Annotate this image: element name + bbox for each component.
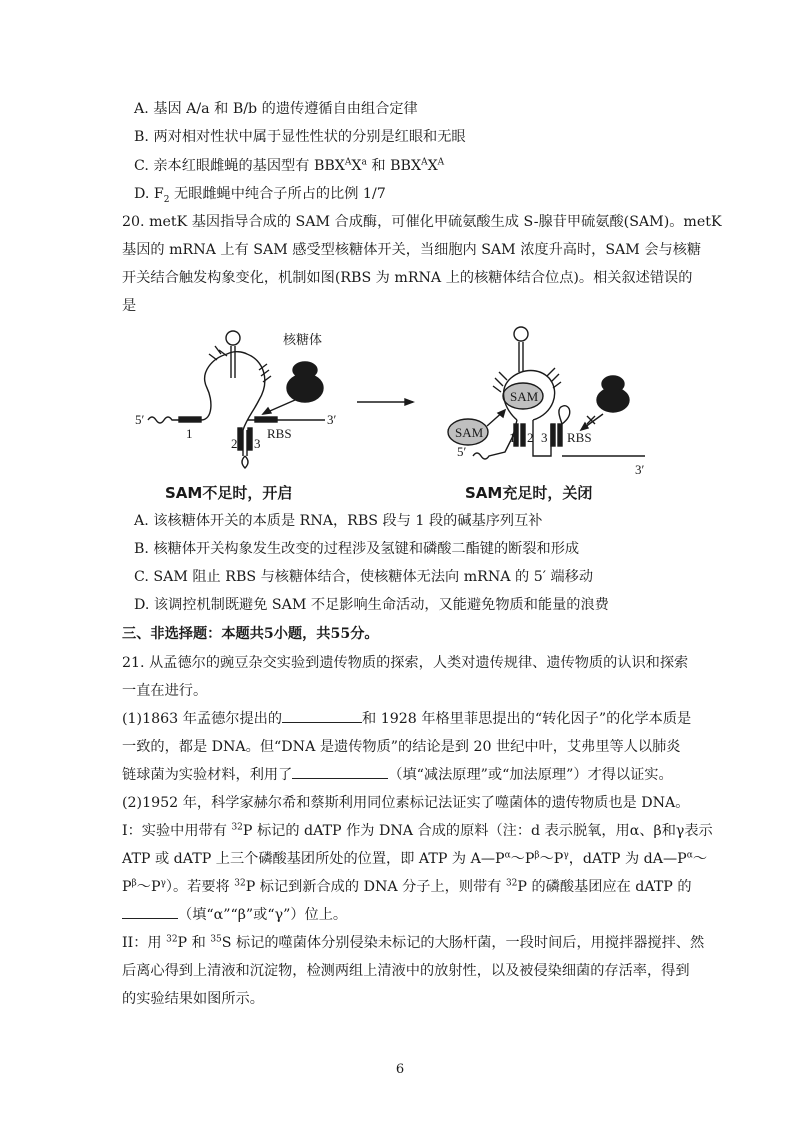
q21-ii-line1: II：用 $^{32}$P 和 $^{35}$S 标记的噬菌体分别侵染未标记的大肠杆菌，一段时间后，用搅拌器搅拌、然 xyxy=(122,934,705,951)
stem-left xyxy=(231,346,235,378)
q21-i-line2: ATP 或 dATP 上三个磷酸基团所处的位置，即 ATP 为 $A—P^\alpha\sim P^\beta\sim P^\gamma$，dATP 为 $dA—P^\alpha\sim$ xyxy=(122,850,708,867)
answer-blank-3[interactable] xyxy=(122,904,178,919)
q20-stem-line1: 20. metK 基因指导合成的 SAM 合成酶，可催化甲硫氨酸生成 S-腺苷甲硫氨酸(SAM)。metK xyxy=(122,214,722,230)
ribosome-label: 核糖体 xyxy=(283,332,323,347)
q21-i-line3: $P^\beta\sim P^\gamma$）。若要将 $^{32}$P 标记到新合成的 DNA 分子上，则带有 $^{32}$P 的磷酸基团应在 dATP 的 xyxy=(122,878,692,895)
stem-23-left xyxy=(243,430,247,456)
q19-option-d: D. $F_2$ 无眼雌蝇中纯合子所占的比例 1/7 xyxy=(134,186,386,205)
ribosome-left-small xyxy=(293,362,317,378)
ribosome-right-small xyxy=(602,376,624,392)
q21-part1-line2: 一致的，都是 DNA。但“DNA 是遗传物质”的结论是到 20 世纪中叶，艾弗里等人以肺炎 xyxy=(122,739,681,755)
five-prime-right: 5′ xyxy=(457,444,467,459)
q20-stem-line2: 基因的 mRNA 上有 SAM 感受型核糖体开关，当细胞内 SAM 浓度升高时，SAM 会与核糖 xyxy=(122,242,702,258)
five-prime-left: 5′ xyxy=(135,412,145,427)
riboswitch-diagram xyxy=(135,320,675,510)
q21-part1-line1: (1)1863 年孟德尔提出的 和 1928 年格里菲思提出的“转化因子”的化学本质是 xyxy=(122,708,692,730)
three-prime-left: 3′ xyxy=(327,412,337,427)
q21-ii-line2: 后离心得到上清液和沉淀物，检测两组上清液中的放射性，以及被侵染细菌的存活率，得到 xyxy=(122,963,690,979)
q21-stem-line2: 一直在进行。 xyxy=(122,683,208,699)
answer-blank-2[interactable] xyxy=(292,764,388,779)
q20-option-b: B. 核糖体开关构象发生改变的过程涉及氢键和磷酸二酯键的断裂和形成 xyxy=(134,541,580,557)
caption-right: SAM充足时，关闭 xyxy=(465,484,593,502)
section3-title: 三、非选择题：本题共5小题，共55分。 xyxy=(122,626,379,642)
rbs-label-left: RBS xyxy=(267,426,292,441)
seg3-label: 3 xyxy=(254,436,261,451)
three-prime-right: 3′ xyxy=(635,462,645,477)
seg-r3-label: 3 xyxy=(541,430,548,445)
q20-option-c: C. SAM 阻止 RBS 与核糖体结合，使核糖体无法向 mRNA 的 5′ 端移动 xyxy=(134,569,594,585)
q20-option-a: A. 该核糖体开关的本质是 RNA，RBS 段与 1 段的碱基序列互补 xyxy=(134,513,543,529)
rbs-label-right: RBS xyxy=(567,430,592,445)
sam-label-bound: SAM xyxy=(510,389,539,404)
q20-stem-line4: 是 xyxy=(122,298,137,314)
answer-blank-1[interactable] xyxy=(282,708,362,723)
q19-option-a: A. 基因 A/a 和 B/b 的遗传遵循自由组合定律 xyxy=(134,101,418,117)
rbs-segment-left xyxy=(255,417,277,422)
page-number: 6 xyxy=(395,1062,405,1077)
q21-part2: (2)1952 年，科学家赫尔希和蔡斯利用同位素标记法证实了噬菌体的遗传物质也是 DNA。 xyxy=(122,795,690,811)
stem-right xyxy=(519,342,523,372)
seg-r1-label: 1 xyxy=(509,430,516,445)
q21-part1-line3: 链球菌为实验材料，利用了 （填“减法原理”或“加法原理”）才得以证实。 xyxy=(122,764,692,786)
hairpin-left xyxy=(226,331,240,345)
seg2-label: 2 xyxy=(231,436,238,451)
q20-stem-line3: 开关结合触发构象变化，机制如图(RBS 为 mRNA 上的核糖体结合位点)。相关叙述错误的 xyxy=(122,270,693,286)
segment-1-left xyxy=(179,417,201,422)
caption-left: SAM不足时，开启 xyxy=(165,484,293,502)
q21-ii-line3: 的实验结果如图所示。 xyxy=(122,991,264,1007)
q19-option-b: B. 两对相对性状中属于显性性状的分别是红眼和无眼 xyxy=(134,129,466,145)
seg1-label: 1 xyxy=(186,426,193,441)
q21-i-line4: （填“α”“β”或“γ”）位上。 xyxy=(122,904,692,926)
hairpin-right xyxy=(514,327,528,341)
sam-label-free: SAM xyxy=(455,425,484,440)
seg-r2-label: 2 xyxy=(527,430,534,445)
q20-option-d: D. 该调控机制既避免 SAM 不足影响生命活动，又能避免物质和能量的浪费 xyxy=(134,597,609,613)
q21-i-line1: I：实验中用带有 $^{32}$P 标记的 dATP 作为 DNA 合成的原料（注：d 表示脱氧，用α、β和γ表示 xyxy=(122,822,713,839)
q19-option-c: C. 亲本红眼雌蝇的基因型有 $BBX^AX^a$ 和 $BBX^AX^A$ xyxy=(134,157,445,174)
q21-stem-line1: 21. 从孟德尔的豌豆杂交实验到遗传物质的探索，人类对遗传规律、遗传物质的认识和探索 xyxy=(122,655,689,671)
